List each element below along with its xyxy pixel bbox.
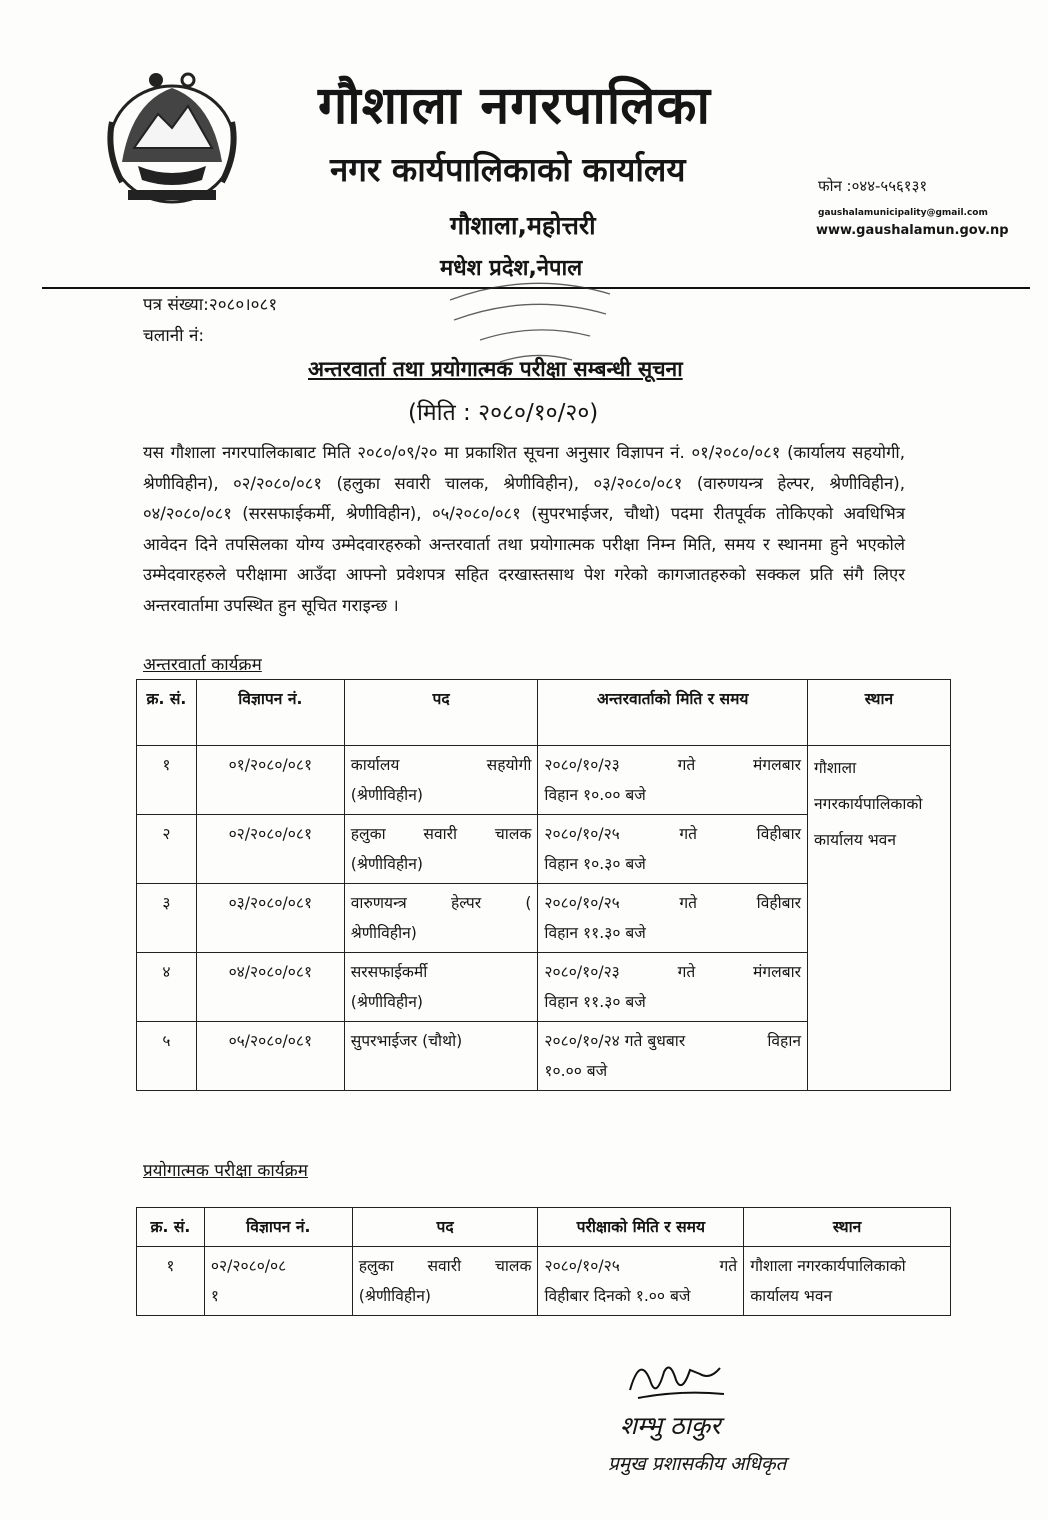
ad-number-cell: ०१/२०८०/०८१: [196, 746, 344, 815]
serial-cell: २: [137, 815, 197, 884]
column-header: पद: [344, 680, 538, 746]
column-header: परीक्षाको मिति र समय: [538, 1208, 744, 1247]
office-name: नगर कार्यपालिकाको कार्यालय: [330, 150, 686, 189]
province-location: मधेश प्रदेश,नेपाल: [440, 256, 583, 281]
website-link: www.gaushalamun.gov.np: [816, 223, 1009, 238]
post-cell: सरसफाईकर्मी (श्रेणीविहीन): [344, 953, 538, 1022]
signatory-name: शम्भु ठाकुर: [620, 1411, 721, 1440]
table-row: [137, 746, 951, 815]
notice-body: यस गौशाला नगरपालिकाबाट मिति २०८०/०९/२० मा प्रकाशित सूचना अनुसार विज्ञापन नं. ०१/२०८०/०८१ (कार्यालय सहयोगी, श्रेणीविहीन), ०२/२०८०/०८१ (हलुका सवारी चालक, श्रेणीविहीन), ०३/२०८०/०८१ (वारुणयन्त्र हेल्पर, श्रेणीविहीन), ०४/२०८०/०८१ (सरसफाईकर्मी, श्रेणीविहीन), ०५/२०८०/०८१ (सुपरभाईजर, चौथो) पदमा रीतपूर्वक तोकिएको अवधिभित्र आवेदन दिने तपसिलका योग्य उम्मेदवारहरुको अन्तरवार्ता तथा प्रयोगात्मक परीक्षा निम्न मिति, समय र स्थानमा हुने भएकोले उम्मेदवारहरुले परीक्षामा आउँदा आफ्नो प्रवेशपत्र सहित दरखास्तसाथ पेश गरेको कागजातहरुको सक्कल प्रति संगै लिएर अन्तरवार्तामा उपस्थित हुन सूचित गराइन्छ ।: [143, 443, 905, 615]
serial-cell: १: [137, 746, 197, 815]
practical-table: [136, 1207, 951, 1316]
datetime-cell: २०८०/१०/२५ गते विहीबार विहान १०.३० बजे: [538, 815, 808, 884]
table-row: [137, 1247, 951, 1316]
post-cell: हलुका सवारी चालक (श्रेणीविहीन): [344, 815, 538, 884]
municipality-name: गौशाला नगरपालिका: [318, 76, 711, 136]
notice-date: (मिति : २०८०/१०/२०): [408, 400, 599, 426]
signature-icon: [620, 1350, 740, 1410]
ad-number-cell: ०५/२०८०/०८१: [196, 1022, 344, 1091]
post-cell: सुपरभाईजर (चौथो): [344, 1022, 538, 1091]
column-header: अन्तरवार्ताको मिति र समय: [538, 680, 808, 746]
column-header: विज्ञापन नं.: [196, 680, 344, 746]
serial-cell: ३: [137, 884, 197, 953]
interview-heading: अन्तरवार्ता कार्यक्रम: [143, 655, 262, 675]
table-header-row: [137, 680, 951, 746]
serial-cell: ४: [137, 953, 197, 1022]
post-cell: वारुणयन्त्र हेल्पर ( श्रेणीविहीन): [344, 884, 538, 953]
column-header: विज्ञापन नं.: [204, 1208, 352, 1247]
column-header: क्र. सं.: [137, 680, 197, 746]
practical-heading: प्रयोगात्मक परीक्षा कार्यक्रम: [143, 1161, 308, 1181]
datetime-cell: २०८०/१०/२५ गते विहीबार दिनको १.०० बजे: [538, 1247, 744, 1316]
reference-number: पत्र संख्या:२०८०।०८१: [143, 295, 278, 315]
datetime-cell: २०८०/१०/२५ गते विहीबार विहान ११.३० बजे: [538, 884, 808, 953]
nepal-emblem-icon: [92, 62, 252, 212]
email-address: gaushalamunicipality@gmail.com: [818, 208, 988, 218]
notice-title: अन्तरवार्ता तथा प्रयोगात्मक परीक्षा सम्बन्धी सूचना: [308, 357, 683, 381]
column-header: क्र. सं.: [137, 1208, 205, 1247]
datetime-cell: २०८०/१०/२४ गते बुधबार विहान १०.०० बजे: [538, 1022, 808, 1091]
table-header-row: [137, 1208, 951, 1247]
ad-number-cell: ०२/२०८०/०८ १: [204, 1247, 352, 1316]
datetime-cell: २०८०/१०/२३ गते मंगलबार विहान १०.०० बजे: [538, 746, 808, 815]
interview-table: [136, 679, 951, 1091]
dispatch-number: चलानी नं:: [143, 326, 205, 346]
post-cell: कार्यालय सहयोगी (श्रेणीविहीन): [344, 746, 538, 815]
phone-number: फोन :०४४-५५६१३१: [818, 177, 928, 195]
datetime-cell: २०८०/१०/२३ गते मंगलबार विहान ११.३० बजे: [538, 953, 808, 1022]
venue-cell: गौशाला नगरकार्यपालिकाको कार्यालय भवन: [808, 746, 951, 1091]
ad-number-cell: ०२/२०८०/०८१: [196, 815, 344, 884]
serial-cell: ५: [137, 1022, 197, 1091]
serial-cell: १: [137, 1247, 205, 1316]
post-cell: हलुका सवारी चालक (श्रेणीविहीन): [352, 1247, 538, 1316]
signatory-title: प्रमुख प्रशासकीय अधिकृत: [608, 1453, 787, 1475]
ad-number-cell: ०३/२०८०/०८१: [196, 884, 344, 953]
office-location: गौशाला,महोत्तरी: [450, 211, 596, 240]
venue-cell: गौशाला नगरकार्यपालिकाको कार्यालय भवन: [744, 1247, 951, 1316]
ad-number-cell: ०४/२०८०/०८१: [196, 953, 344, 1022]
column-header: पद: [352, 1208, 538, 1247]
column-header: स्थान: [808, 680, 951, 746]
column-header: स्थान: [744, 1208, 951, 1247]
